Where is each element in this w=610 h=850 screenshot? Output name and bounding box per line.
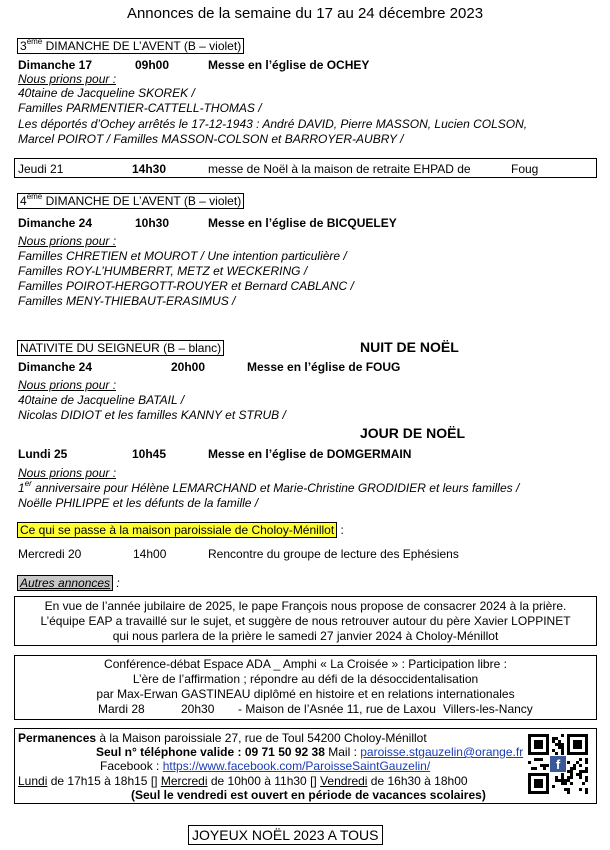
mass-day: Dimanche 24 [18,216,93,230]
mass-place: Messe en l’église de BICQUELEY [208,216,397,230]
mass-day: Dimanche 17 [18,58,93,72]
jeudi-day: Jeudi 21 [18,162,64,176]
prayer-line: Familles POIROT-HERGOTT-ROUYER et Bernard CABLANC / [18,279,354,293]
prayer-line: Noëlle PHILIPPE et les défunts de la famille / [18,496,259,510]
prayer-line: Familles CHRETIEN et MOUROT / Une intention particulière / [18,249,347,263]
paroisse-time: 14h00 [133,547,167,561]
page-title: Annonces de la semaine du 17 au 24 décembre 2023 [126,5,484,22]
conference-place: - Maison de l’Asnée 11, rue de Laxou [238,702,436,716]
mass-time: 20h00 [171,360,206,374]
prayer-line: Nicolas DIDIOT et les familles KANNY et STRUB / [18,408,286,422]
mass-time: 09h00 [135,58,170,72]
mass-place: Messe en l’église de OCHEY [208,58,370,72]
prayer-line: 40taine de Jacqueline BATAIL / [18,393,185,407]
jubilee-line: En vue de l’année jubilaire de 2025, le pape François nous propose de consacrer 2024 à la prière. [44,599,567,613]
footer-greeting: JOYEUX NOËL 2023 A TOUS [188,825,383,845]
paroisse-text: Rencontre du groupe de lecture des Ephésiens [208,547,459,561]
prayer-line: Marcel POIROT / Familles MASSON-COLSON et BARROYER-AUBRY / [18,132,404,146]
prayer-heading: Nous prions pour : [18,466,117,480]
prayer-line: Les déportés d’Ochey arrêtés le 17-12-1943 : André DAVID, Pierre MASSON, Lucien COLSON, [18,117,528,131]
mass-day: Lundi 25 [18,447,68,461]
section-heading-advent-3: 3ème DIMANCHE DE L’AVENT (B – violet) [17,38,244,54]
conference-line: Conférence-débat Espace ADA _ Amphi « La Croisée » : Participation libre : [104,657,507,671]
facebook-icon: f [550,756,566,772]
conference-date: Mardi 28 [98,702,145,716]
conference-line: L’ère de l’affirmation ; répondre au défi de la désoccidentalisation [132,672,479,686]
facebook-link[interactable]: https://www.facebook.com/ParoisseSaintGauzelin/ [162,759,431,773]
prayer-line: 40taine de Jacqueline SKOREK / [18,86,195,100]
jubilee-line: L’équipe EAP a travaillé sur le sujet, et suggère de nous retrouver autour du père Xavier LOPPINET [40,614,571,628]
conference-time: 20h30 [181,702,215,716]
prayer-line: Familles PARMENTIER-CATTELL-THOMAS / [18,101,262,115]
contact-line: Seul n° téléphone valide : 09 71 50 92 38 Mail : paroisse.stgauzelin@orange.fr [96,745,524,759]
prayer-heading: Nous prions pour : [18,234,117,248]
mass-day: Dimanche 24 [18,360,93,374]
prayer-heading: Nous prions pour : [18,378,117,392]
facebook-line: Facebook : https://www.facebook.com/ParoisseSaintGauzelin/ [100,759,431,773]
jubilee-line: qui nous parlera de la prière le samedi 27 janvier 2024 à Choloy-Ménillot [112,629,499,643]
conference-city: Villers-les-Nancy [443,702,533,716]
jeudi-time: 14h30 [132,162,167,176]
prayer-line: Familles ROY-L’HUMBERRT, METZ et WECKERING / [18,264,308,278]
paroisse-day: Mercredi 20 [18,547,82,561]
jeudi-place: Foug [511,162,539,176]
permanences-line: Permanences à la Maison paroissiale 27, rue de Toul 54200 Choloy-Ménillot [18,731,427,745]
holiday-note: (Seul le vendredi est ouvert en période de vacances scolaires) [131,788,486,802]
mass-time: 10h30 [135,216,170,230]
section-heading-nativity: NATIVITE DU SEIGNEUR (B – blanc) [17,340,224,356]
autres-annonces-heading: Autres annonces : [17,576,120,590]
section-heading-advent-4: 4ème DIMANCHE DE L’AVENT (B – violet) [17,193,244,209]
conference-line: par Max-Erwan GASTINEAU diplômé en histoire et en relations internationales [96,687,515,701]
prayer-heading: Nous prions pour : [18,72,117,86]
mass-time: 10h45 [132,447,167,461]
nuit-de-noel-title: NUIT DE NOËL [360,339,459,355]
prayer-line: 1er anniversaire pour Hélène LEMARCHAND et Marie-Christine GRODIDIER et leurs familles / [18,479,520,495]
prayer-line: Familles MENY-THIEBAUT-ERASIMUS / [18,294,236,308]
mass-place: Messe en l’église de DOMGERMAIN [208,447,412,461]
mass-place: Messe en l’église de FOUG [247,360,401,374]
opening-hours: Lundi de 17h15 à 18h15 [] Mercredi de 10h00 à 11h30 [] Vendredi de 16h30 à 18h00 [18,774,468,788]
jeudi-text: messe de Noël à la maison de retraite EHPAD de [208,162,471,176]
email-link[interactable]: paroisse.stgauzelin@orange.fr [360,745,524,759]
jour-de-noel-title: JOUR DE NOËL [360,425,466,441]
paroisse-heading: Ce qui se passe à la maison paroissiale de Choloy-Ménillot : [17,523,344,537]
